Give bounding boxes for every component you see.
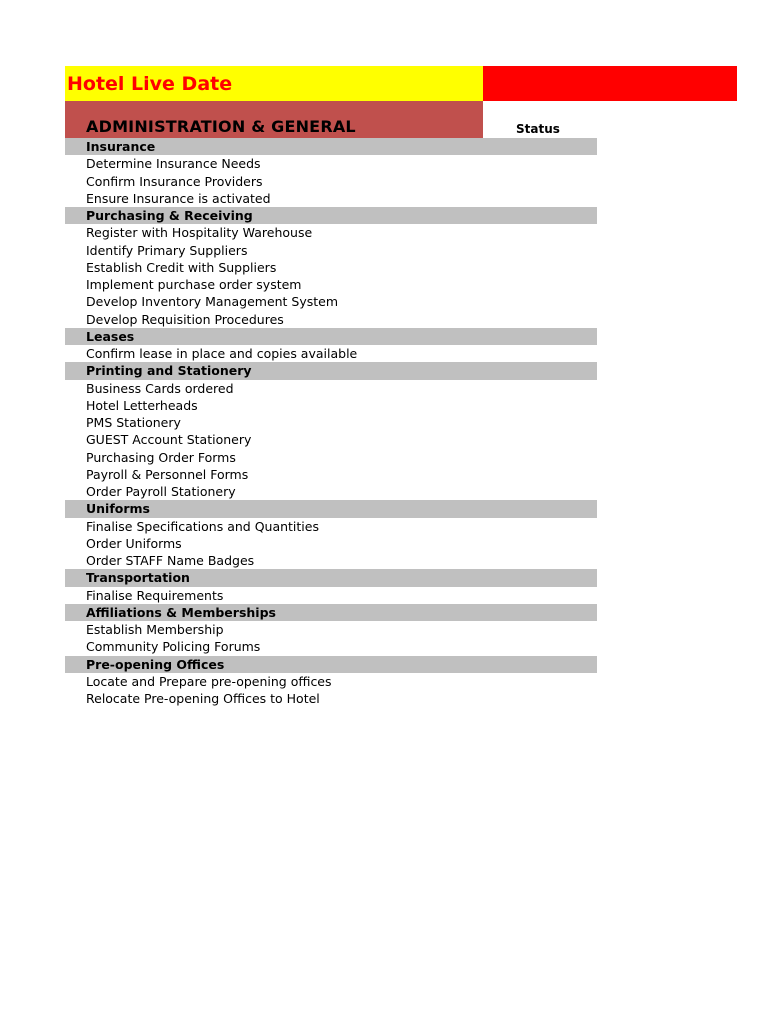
task-item: Ensure Insurance is activated: [86, 190, 271, 206]
page-title: Hotel Live Date: [67, 72, 233, 95]
task-list: [65, 138, 597, 707]
task-item: Establish Credit with Suppliers: [86, 259, 277, 275]
task-item: Relocate Pre-opening Offices to Hotel: [86, 691, 320, 706]
category-header: Purchasing & Receiving: [65, 207, 597, 224]
task-item: Establish Membership: [86, 622, 224, 637]
category-header: Printing and Stationery: [65, 362, 597, 379]
task-item: Confirm lease in place and copies available: [86, 346, 358, 361]
header-banner: [65, 66, 737, 101]
section-header: [65, 101, 483, 138]
category-header: Affiliations & Memberships: [65, 604, 597, 621]
category-header: Uniforms: [65, 500, 597, 517]
category-header: Transportation: [65, 569, 597, 586]
category-header: Insurance: [65, 138, 597, 155]
task-item: Implement purchase order system: [86, 277, 302, 292]
task-item: Order Uniforms: [86, 535, 182, 551]
task-item: GUEST Account Stationery: [86, 432, 252, 448]
task-item: Identify Primary Suppliers: [86, 242, 248, 258]
task-item: Order STAFF Name Badges: [86, 553, 255, 568]
task-item: Develop Requisition Procedures: [86, 311, 284, 327]
task-item: Payroll & Personnel Forms: [86, 466, 249, 482]
task-item: Hotel Letterheads: [86, 397, 198, 413]
live-date-value-cell: [483, 66, 737, 101]
category-header: Leases: [65, 328, 597, 345]
task-item: PMS Stationery: [86, 415, 181, 430]
task-item: Locate and Prepare pre-opening offices: [86, 673, 332, 689]
task-item: Purchasing Order Forms: [86, 449, 236, 465]
category-header: Pre-opening Offices: [65, 656, 597, 673]
task-item: Finalise Requirements: [86, 587, 224, 603]
task-item: Confirm Insurance Providers: [86, 173, 263, 189]
section-title: ADMINISTRATION & GENERAL: [86, 117, 356, 136]
task-item: Finalise Specifications and Quantities: [86, 518, 319, 534]
task-item: Develop Inventory Management System: [86, 294, 339, 310]
task-item: Register with Hospitality Warehouse: [86, 225, 313, 241]
task-item: Order Payroll Stationery: [86, 484, 236, 499]
task-item: Business Cards ordered: [86, 380, 234, 396]
title-cell: [65, 66, 483, 101]
task-item: Community Policing Forums: [86, 639, 261, 655]
task-item: Determine Insurance Needs: [86, 156, 261, 172]
status-column-header: Status: [516, 122, 560, 136]
